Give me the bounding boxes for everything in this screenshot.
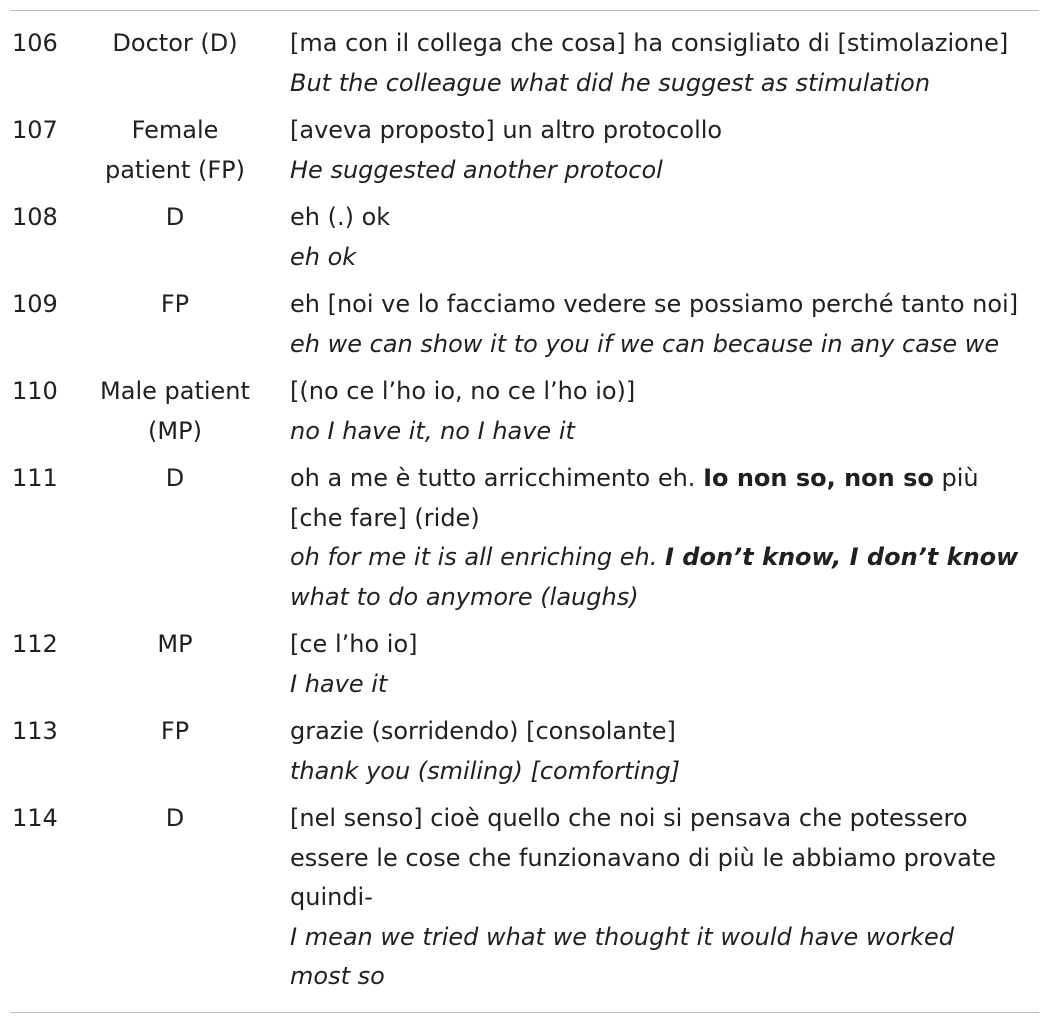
italian-original-line <box>290 625 1050 665</box>
italian-original-line <box>290 372 1050 412</box>
line-number: 114 <box>12 804 58 832</box>
speaker-label: FP <box>160 717 190 745</box>
utterance-text: what to do anymore (laughs) <box>290 582 639 611</box>
italian-original-line <box>290 24 1050 64</box>
italian-original-line <box>290 839 1050 879</box>
emphasized-text: I don’t know, I don’t know <box>665 543 1019 571</box>
italian-original-line <box>290 499 1050 539</box>
speaker-cell <box>100 372 250 451</box>
speaker-cell <box>100 459 250 499</box>
italian-original-line <box>290 198 1050 238</box>
utterance-text: [che fare] (ride) <box>290 503 480 532</box>
italian-original-line <box>290 799 1050 839</box>
english-translation-line <box>290 752 1050 792</box>
utterance-text: eh we can show it to you if we can because in any case we <box>290 329 1000 358</box>
utterance-text: oh for me it is all enriching eh. <box>290 543 665 571</box>
table-row <box>0 799 1050 1005</box>
italian-original-line <box>290 459 1050 499</box>
utterance-text: eh (.) ok <box>290 203 391 231</box>
table-bottom-rule <box>10 1012 1039 1013</box>
english-translation-line <box>290 665 1050 705</box>
english-translation-line <box>290 412 1050 452</box>
utterance-cell <box>290 712 1050 791</box>
line-number: 111 <box>12 464 58 492</box>
utterance-text: più <box>933 464 979 492</box>
utterance-text: [ma con il collega che cosa] ha consigliato di [stimolazione] <box>290 29 1009 57</box>
utterance-cell <box>290 24 1050 103</box>
english-translation-line <box>290 325 1050 365</box>
italian-original-line <box>290 878 1050 918</box>
utterance-cell <box>290 372 1050 451</box>
utterance-text: [aveva proposto] un altro protocollo <box>290 116 723 144</box>
speaker-label: MP <box>157 630 193 658</box>
utterance-text: He suggested another protocol <box>290 155 663 184</box>
speaker-cell <box>100 799 250 839</box>
line-number: 112 <box>12 630 58 658</box>
utterance-cell <box>290 625 1050 704</box>
speaker-label: D <box>165 464 185 492</box>
speaker-cell <box>100 24 250 64</box>
utterance-text: [ce l’ho io] <box>290 630 418 658</box>
line-number: 106 <box>12 29 58 57</box>
table-top-rule <box>10 10 1039 11</box>
speaker-label: D <box>165 804 185 832</box>
emphasized-text: Io non so, non so <box>703 464 934 492</box>
speaker-label: FP <box>160 290 190 318</box>
english-translation-line <box>290 64 1050 104</box>
table-row <box>0 111 1050 198</box>
speaker-label: Male patient <box>100 377 250 405</box>
italian-original-line <box>290 712 1050 752</box>
utterance-text: [(no ce l’ho io, no ce l’ho io)] <box>290 377 636 405</box>
speaker-cell <box>100 712 250 752</box>
speaker-cell <box>100 625 250 665</box>
table-row <box>0 372 1050 459</box>
utterance-text: eh ok <box>290 242 357 271</box>
line-number: 107 <box>12 116 58 144</box>
speaker-label: patient (FP) <box>104 155 246 184</box>
table-row <box>0 24 1050 111</box>
speaker-cell <box>100 285 250 325</box>
utterance-text: essere le cose che funzionavano di più le abbiamo provate <box>290 843 997 872</box>
speaker-cell <box>100 111 250 190</box>
line-number: 110 <box>12 377 58 405</box>
table-row <box>0 712 1050 799</box>
utterance-text: But the colleague what did he suggest as stimulation <box>290 68 931 97</box>
english-translation-line <box>290 918 1050 958</box>
english-translation-line <box>290 957 1050 997</box>
utterance-cell <box>290 198 1050 277</box>
speaker-cell <box>100 198 250 238</box>
line-number: 113 <box>12 717 58 745</box>
utterance-text: grazie (sorridendo) [consolante] <box>290 717 676 745</box>
table-row <box>0 198 1050 285</box>
utterance-cell <box>290 459 1050 617</box>
utterance-text: quindi- <box>290 883 373 911</box>
utterance-cell <box>290 285 1050 364</box>
utterance-text: [nel senso] cioè quello che noi si pensava che potessero <box>290 804 968 832</box>
line-number: 109 <box>12 290 58 318</box>
english-translation-line <box>290 238 1050 278</box>
utterance-text: I have it <box>290 669 388 698</box>
italian-original-line <box>290 111 1050 151</box>
italian-original-line <box>290 285 1050 325</box>
utterance-text: most so <box>290 962 385 990</box>
utterance-text: no I have it, no I have it <box>290 416 575 445</box>
utterance-text: I mean we tried what we thought it would have worked <box>290 922 954 951</box>
table-row <box>0 625 1050 712</box>
english-translation-line <box>290 538 1050 578</box>
utterance-cell <box>290 111 1050 190</box>
line-number: 108 <box>12 203 58 231</box>
transcript-table <box>0 24 1050 1005</box>
utterance-text: eh [noi ve lo facciamo vedere se possiamo perché tanto noi] <box>290 290 1019 318</box>
speaker-label: Female <box>131 116 219 144</box>
utterance-text: oh a me è tutto arricchimento eh. <box>290 464 704 492</box>
english-translation-line <box>290 578 1050 618</box>
utterance-text: thank you (smiling) [comforting] <box>290 756 680 785</box>
speaker-label: Doctor (D) <box>112 29 238 57</box>
table-row <box>0 459 1050 625</box>
table-row <box>0 285 1050 372</box>
speaker-label: D <box>165 203 185 231</box>
english-translation-line <box>290 151 1050 191</box>
utterance-cell <box>290 799 1050 997</box>
speaker-label: (MP) <box>148 416 202 445</box>
